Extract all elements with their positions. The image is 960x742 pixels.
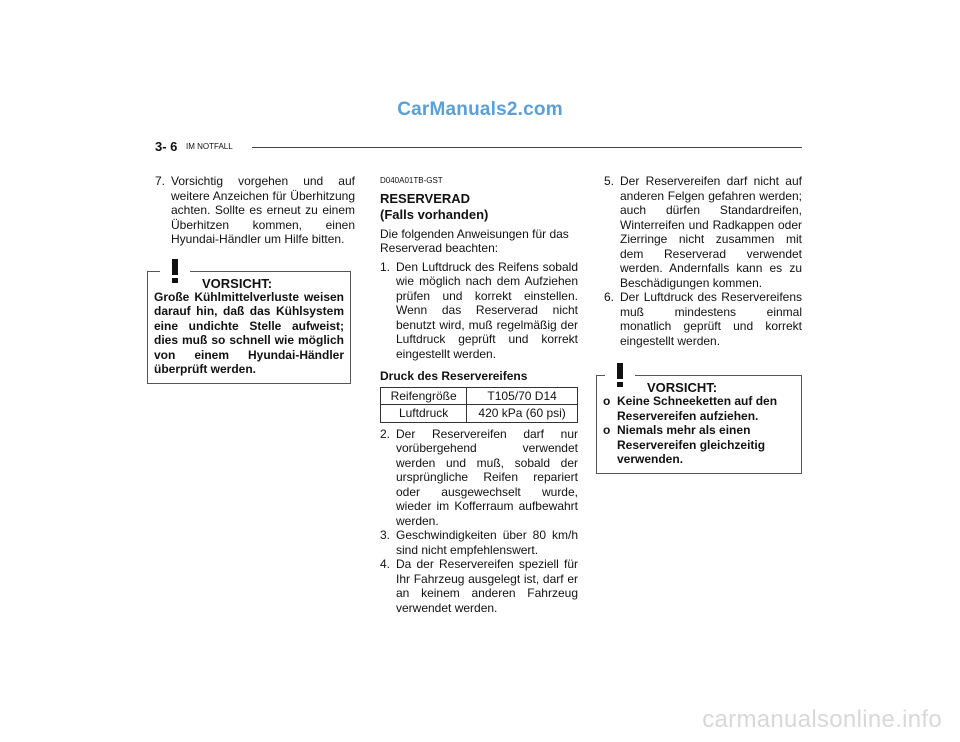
bullet-marker: o (603, 394, 611, 408)
left-column (155, 174, 355, 384)
item-number: 4. (380, 557, 391, 571)
table-cell-value: 420 kPa (60 psi) (467, 405, 578, 423)
warning-icon (605, 362, 635, 390)
item-text: Den Luftdruck des Reifens sobald wie möglich nach dem Aufziehen prüfen und korrekt einstellen. Wenn das Reserverad nicht benutzt wird, muß regelmäßig der Luftdruck geprüft und korrekt eingestellt werden. (396, 259, 578, 361)
list-item-3 (380, 528, 578, 557)
bullet-marker: o (603, 423, 611, 437)
section-subheading: (Falls vorhanden) (380, 206, 489, 222)
table-cell-label: Reifengröße (381, 387, 467, 405)
item-number: 3. (380, 528, 391, 542)
warning-box (147, 271, 351, 384)
item-number: 7. (155, 174, 166, 188)
watermark-bottom: carmanualsonline.info (702, 706, 942, 733)
section-title: IM NOTFALL (186, 142, 233, 151)
item-number: 6. (604, 290, 615, 304)
right-column (604, 174, 802, 474)
list-item-1 (380, 260, 578, 362)
warning-text: Große Kühlmittelverluste weisen darauf hin, daß das Kühlsystem eine undichte Stelle aufweist; dies muß so schnell wie möglich von einem Hyundai-Händler überprüft werden. (154, 289, 344, 376)
item-text: Geschwindigkeiten über 80 km/h sind nicht empfehlenswert. (396, 528, 578, 557)
list-item-4 (380, 557, 578, 615)
list-item-7 (155, 174, 355, 247)
list-item-5 (604, 174, 802, 290)
item-number: 2. (380, 426, 391, 441)
warning-box (596, 375, 802, 474)
warning-title: VORSICHT: (202, 275, 273, 291)
item-text: Der Luftdruck des Reservereifens muß mindestens einmal monatlich geprüft und korrekt eingestellt werden. (620, 290, 802, 348)
page-number: 3- 6 (155, 139, 178, 154)
item-number: 5. (604, 174, 615, 188)
spare-tire-table (380, 387, 578, 423)
bullet-text: Niemals mehr als einen Reservereifen gleichzeitig verwenden. (617, 423, 766, 466)
intro-text: Die folgenden Anweisungen für das Reserverad beachten: (380, 226, 569, 255)
item-number: 1. (380, 259, 391, 274)
warning-title: VORSICHT: (647, 380, 718, 395)
warning-bullet (603, 423, 795, 467)
table-row (381, 405, 578, 423)
header-rule (252, 147, 802, 148)
list-item-6 (604, 290, 802, 348)
bullet-text: Keine Schneeketten auf den Reservereifen aufziehen. (617, 394, 778, 423)
section-heading: RESERVERAD (380, 190, 471, 206)
item-text: Der Reservereifen darf nur vorübergehend verwendet werden und muß, sobald der ursprüngliche Reifen repariert oder ausgewechselt wurde, wieder im Kofferraum aufbewahrt werden. (396, 426, 578, 528)
list-item-2 (380, 427, 578, 529)
item-text: Da der Reservereifen speziell für Ihr Fahrzeug ausgelegt ist, darf er an keinem anderen Fahrzeug verwendet werden. (396, 557, 578, 615)
warning-icon (160, 258, 190, 286)
table-cell-label: Luftdruck (381, 405, 467, 423)
watermark-top: CarManuals2.com (397, 99, 563, 120)
warning-bullet (603, 394, 795, 423)
pressure-label: Druck des Reservereifens (380, 369, 528, 383)
item-text: Vorsichtig vorgehen und auf weitere Anzeichen für Überhitzung achten. Sollte es erneut zu einem Überhitzen kommen, einen Hyundai-Händler um Hilfe bitten. (171, 174, 355, 246)
section-code: D040A01TB-GST (380, 176, 443, 185)
middle-column (380, 174, 578, 615)
table-row (381, 387, 578, 405)
table-cell-value: T105/70 D14 (467, 387, 578, 405)
item-text: Der Reservereifen darf nicht auf anderen Felgen gefahren werden; auch dürfen Standardreifen, Winterreifen und Radkappen oder Zierringe nicht zusammen mit dem Reserverad verwendet werden. Andernfalls kann es zu Beschädigungen kommen. (620, 174, 802, 290)
